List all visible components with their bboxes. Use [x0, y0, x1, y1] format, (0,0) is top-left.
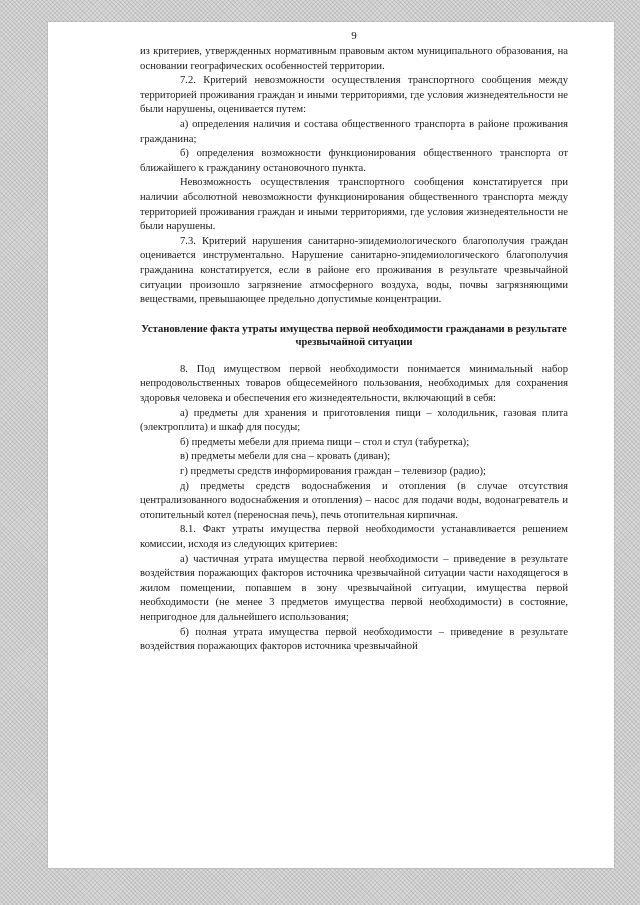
section-heading: Установление факта утраты имущества первой необходимости гражданами в результате чрезвычайной ситуации	[141, 323, 567, 349]
paragraph: д) предметы средств водоснабжения и отопления (в случае отсутствия централизованного водоснабжения и отопления) – насос для подачи воды, водонагреватель и отопительный котел (переносная печь), печь отопительная кирпичная.	[140, 480, 568, 521]
paragraphs-bottom	[140, 363, 568, 655]
paragraphs-top	[140, 45, 568, 308]
document-page	[48, 22, 614, 868]
paragraph: а) частичная утрата имущества первой необходимости – приведение в результате воздействия поражающих факторов источника чрезвычайной ситуации части находящегося в жилом помещении, попавшем в зону чрезвычайной ситуации, имущества первой необходимости (не менее 3 предметов имущества первой необходимости) в состояние, непригодное для дальнейшего использования;	[140, 553, 568, 623]
paragraph: Невозможность осуществления транспортного сообщения констатируется при наличии абсолютной невозможности функционирования общественного транспорта между территорией проживания граждан и иными территориями, где условия жизнедеятельности не были нарушены.	[140, 177, 568, 233]
paragraph: 7.3. Критерий нарушения санитарно-эпидемиологического благополучия граждан оценивается инструментально. Нарушение санитарно-эпидемиологического благополучия гражданина констатируется, если в районе его проживания в результате чрезвычайной ситуации произошло загрязнение атмосферного воздуха, воды, почвы загрязняющими веществами, превышающее предельно допустимые концентрации.	[140, 235, 568, 306]
paragraph: а) определения наличия и состава общественного транспорта в районе проживания гражданина;	[140, 118, 568, 145]
paragraph: 7.2. Критерий невозможности осуществления транспортного сообщения между территорией проживания граждан и иными территориями, где условия жизнедеятельности не были нарушены, оценивается путем:	[140, 75, 568, 116]
paragraph: б) предметы мебели для приема пищи – стол и стул (табуретка);	[180, 436, 470, 448]
paragraph: 8. Под имуществом первой необходимости понимается минимальный набор непродовольственных товаров общесемейного пользования, необходимых для сохранения здоровья человека и обеспечения его жизнедеятельности, включающий в себя:	[140, 363, 568, 405]
page-number: 9	[351, 30, 357, 42]
paragraph: г) предметы средств информирования граждан – телевизор (радио);	[180, 466, 486, 478]
paragraph: в) предметы мебели для сна – кровать (диван);	[180, 451, 391, 463]
page-content	[140, 22, 568, 655]
paragraph: а) предметы для хранения и приготовления пищи – холодильник, газовая плита (электроплита) и шкаф для посуды;	[140, 407, 568, 434]
paragraph: б) полная утрата имущества первой необходимости – приведение в результате воздействия поражающих факторов источника чрезвычайной	[140, 626, 568, 653]
paragraph: 8.1. Факт утраты имущества первой необходимости устанавливается решением комиссии, исходя из следующих критериев:	[140, 524, 568, 550]
paragraph: б) определения возможности функционирования общественного транспорта от ближайшего к гражданину остановочного пункта.	[140, 148, 568, 174]
paragraph: из критериев, утвержденных нормативным правовым актом муниципального образования, на основании географических особенностей территории.	[140, 46, 568, 72]
